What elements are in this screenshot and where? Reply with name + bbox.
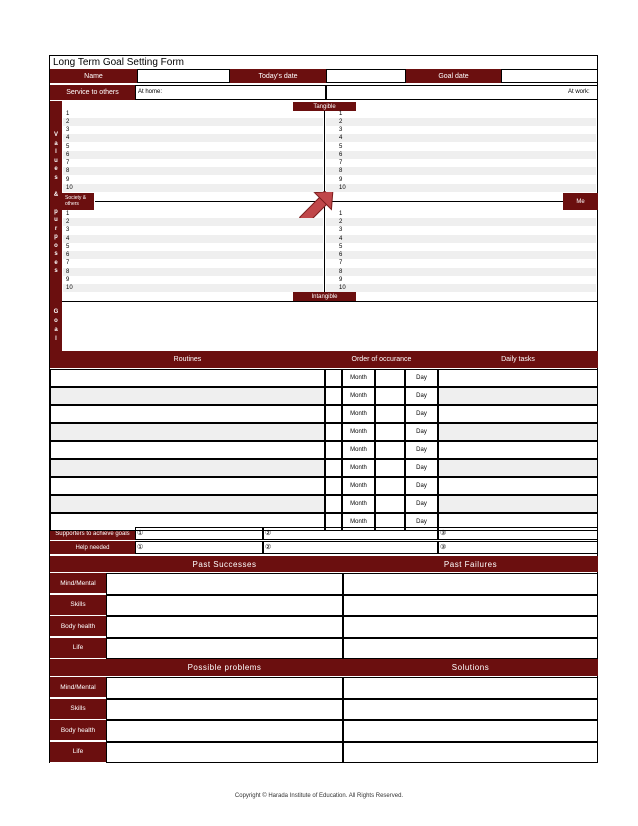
matrix-row-stripe <box>326 235 596 243</box>
at-work-field[interactable] <box>326 85 598 100</box>
todays-date-field[interactable] <box>326 69 406 83</box>
past-success-field[interactable] <box>106 638 343 660</box>
month-label: Month <box>342 459 375 477</box>
daily-task-field[interactable] <box>438 423 598 441</box>
daily-task-field[interactable] <box>438 495 598 513</box>
tangible-me-number: 7 <box>339 160 343 166</box>
month-label: Month <box>342 369 375 387</box>
goal-field[interactable] <box>62 301 598 351</box>
past-failure-field[interactable] <box>343 638 598 660</box>
side-letter: r <box>54 225 58 232</box>
matrix-row-stripe <box>63 118 323 126</box>
problem-row-label: Body health <box>50 720 106 741</box>
circled-number: ③ <box>440 530 447 537</box>
at-home-field[interactable] <box>135 85 326 100</box>
intangible-me-number: 10 <box>339 285 346 291</box>
tangible-label: Tangible <box>293 102 356 111</box>
tangible-society-number: 5 <box>66 144 70 150</box>
day-label: Day <box>405 369 438 387</box>
goal-side-label <box>50 308 62 344</box>
tangible-me-number: 5 <box>339 144 343 150</box>
problem-row-label: Life <box>50 742 106 763</box>
matrix-row-stripe <box>63 167 323 175</box>
name-label: Name <box>50 69 137 83</box>
copyright-text: Copyright © Harada Institute of Education. All Rights Reserved. <box>234 793 404 799</box>
past-failure-field[interactable] <box>343 616 598 638</box>
routine-field[interactable] <box>50 477 325 495</box>
circled-number: ① <box>137 544 144 551</box>
past-failure-field[interactable] <box>343 573 598 595</box>
past-successes-header: Past Successes <box>106 556 343 572</box>
solution-field[interactable] <box>343 742 598 764</box>
month-label: Month <box>342 441 375 459</box>
tangible-me-number: 3 <box>339 127 343 133</box>
daily-task-field[interactable] <box>438 441 598 459</box>
goal-letter: o <box>54 318 58 324</box>
supporter-field[interactable] <box>438 527 598 540</box>
routines-header: Routines <box>50 351 325 368</box>
tangible-society-number: 8 <box>66 168 70 174</box>
at-home-label: At home: <box>138 89 163 95</box>
supporters-label: Supporters to achieve goals <box>50 527 135 540</box>
intangible-society-number: 9 <box>66 277 70 283</box>
daily-task-field[interactable] <box>438 405 598 423</box>
matrix-row-stripe <box>326 151 596 159</box>
past-corner <box>50 556 106 572</box>
tangible-me-number: 8 <box>339 168 343 174</box>
matrix-row-stripe <box>326 134 596 142</box>
circled-number: ② <box>265 544 272 551</box>
tangible-society-number: 9 <box>66 177 70 183</box>
side-letter: e <box>54 259 58 266</box>
matrix-row-stripe <box>63 284 323 292</box>
intangible-me-number: 6 <box>339 252 343 258</box>
routine-field[interactable] <box>50 495 325 513</box>
routine-field[interactable] <box>50 459 325 477</box>
side-letter <box>50 199 62 208</box>
side-letter: u <box>54 157 58 164</box>
day-label: Day <box>405 405 438 423</box>
tangible-me-number: 2 <box>339 119 343 125</box>
values-purposes-label <box>50 131 62 276</box>
intangible-me-number: 3 <box>339 227 343 233</box>
daily-task-field[interactable] <box>438 369 598 387</box>
day-label: Day <box>405 477 438 495</box>
daily-task-field[interactable] <box>438 477 598 495</box>
side-letter: o <box>54 242 58 249</box>
past-row-label: Body health <box>50 616 106 637</box>
tangible-society-number: 7 <box>66 160 70 166</box>
month-label: Month <box>342 495 375 513</box>
goal-letter: a <box>54 327 58 333</box>
side-letter: u <box>54 217 58 223</box>
society-label <box>62 193 94 210</box>
side-letter: s <box>54 174 58 181</box>
intangible-society-number: 10 <box>66 285 73 291</box>
day-label: Day <box>405 423 438 441</box>
problem-field[interactable] <box>106 742 343 764</box>
matrix-row-stripe <box>63 251 323 259</box>
routine-field[interactable] <box>50 369 325 387</box>
month-field[interactable] <box>375 387 405 405</box>
intangible-me-number: 7 <box>339 260 343 266</box>
side-letter: p <box>54 208 58 215</box>
problem-row-label: Skills <box>50 699 106 720</box>
month-label: Month <box>342 477 375 495</box>
problem-field[interactable] <box>106 677 343 699</box>
problems-corner <box>50 659 106 676</box>
intangible-me-number: 1 <box>339 211 343 217</box>
problem-field[interactable] <box>106 699 343 721</box>
solution-field[interactable] <box>343 699 598 721</box>
intangible-society-number: 4 <box>66 236 70 242</box>
matrix-row-stripe <box>326 184 596 192</box>
side-letter: s <box>54 268 58 274</box>
matrix-row-stripe <box>326 268 596 276</box>
society-text: Society & others <box>65 195 87 207</box>
tangible-me-number: 10 <box>339 185 346 191</box>
past-failure-field[interactable] <box>343 595 598 617</box>
intangible-society-number: 1 <box>66 211 70 217</box>
matrix-row-stripe <box>63 268 323 276</box>
month-label: Month <box>342 513 375 531</box>
me-label: Me <box>563 193 598 210</box>
order-cell[interactable] <box>325 441 342 459</box>
day-label: Day <box>405 387 438 405</box>
supporter-field[interactable] <box>263 527 438 540</box>
circled-number: ③ <box>440 544 447 551</box>
order-cell[interactable] <box>325 459 342 477</box>
past-success-field[interactable] <box>106 595 343 617</box>
routine-field[interactable] <box>50 387 325 405</box>
matrix-row-stripe <box>326 284 596 292</box>
month-label: Month <box>342 423 375 441</box>
help-needed-field[interactable] <box>135 541 263 554</box>
intangible-me-number: 8 <box>339 269 343 275</box>
problem-row-label: Mind/Mental <box>50 677 106 698</box>
intangible-label: Intangible <box>293 292 356 301</box>
side-letter: s <box>54 251 58 257</box>
intangible-society-number: 7 <box>66 260 70 266</box>
goal-date-label: Goal date <box>406 69 501 83</box>
month-field[interactable] <box>375 405 405 423</box>
past-success-field[interactable] <box>106 573 343 595</box>
matrix-row-stripe <box>326 167 596 175</box>
month-field[interactable] <box>375 423 405 441</box>
intangible-me-number: 9 <box>339 277 343 283</box>
month-field[interactable] <box>375 441 405 459</box>
intangible-society-number: 6 <box>66 252 70 258</box>
order-cell[interactable] <box>325 477 342 495</box>
past-row-label: Life <box>50 638 106 659</box>
at-work-label: At work: <box>568 89 590 95</box>
service-label: Service to others <box>50 85 135 100</box>
matrix-row-stripe <box>63 235 323 243</box>
side-letter: & <box>53 191 59 198</box>
circled-number: ② <box>265 530 272 537</box>
side-letter: V <box>53 132 58 138</box>
day-label: Day <box>405 459 438 477</box>
solution-field[interactable] <box>343 677 598 699</box>
intangible-me-number: 5 <box>339 244 343 250</box>
routine-field[interactable] <box>50 423 325 441</box>
solution-field[interactable] <box>343 720 598 742</box>
intangible-me-number: 2 <box>339 219 343 225</box>
month-label: Month <box>342 405 375 423</box>
tangible-me-number: 6 <box>339 152 343 158</box>
goal-date-field[interactable] <box>501 69 598 83</box>
month-field[interactable] <box>375 459 405 477</box>
help-needed-field[interactable] <box>438 541 598 554</box>
solutions-header: Solutions <box>343 659 598 676</box>
side-letter: p <box>54 234 58 240</box>
tangible-me-number: 9 <box>339 177 343 183</box>
day-label: Day <box>405 495 438 513</box>
tangible-me-number: 1 <box>339 111 343 117</box>
past-row-label: Skills <box>50 595 106 616</box>
tangible-society-number: 1 <box>66 111 70 117</box>
matrix-row-stripe <box>63 134 323 142</box>
todays-date-label: Today's date <box>230 69 326 83</box>
matrix-row-stripe <box>326 251 596 259</box>
day-label: Day <box>405 441 438 459</box>
tangible-society-number: 4 <box>66 135 70 141</box>
matrix-row-stripe <box>326 218 596 226</box>
month-field[interactable] <box>375 369 405 387</box>
routine-field[interactable] <box>50 441 325 459</box>
order-cell[interactable] <box>325 405 342 423</box>
possible-problems-header: Possible problems <box>106 659 343 676</box>
order-cell[interactable] <box>325 387 342 405</box>
daily-task-field[interactable] <box>438 387 598 405</box>
intangible-society-number: 3 <box>66 227 70 233</box>
order-cell[interactable] <box>325 369 342 387</box>
intangible-society-number: 5 <box>66 244 70 250</box>
help-needed-label: Help needed <box>50 541 135 554</box>
routine-field[interactable] <box>50 405 325 423</box>
month-field[interactable] <box>375 477 405 495</box>
daily-task-field[interactable] <box>438 459 598 477</box>
order-cell[interactable] <box>325 423 342 441</box>
tangible-society-number: 3 <box>66 127 70 133</box>
supporter-field[interactable] <box>135 527 263 540</box>
month-label: Month <box>342 387 375 405</box>
matrix-row-stripe <box>63 184 323 192</box>
side-letter: l <box>55 149 57 155</box>
month-field[interactable] <box>375 495 405 513</box>
day-label: Day <box>405 513 438 531</box>
tangible-society-number: 10 <box>66 185 73 191</box>
past-success-field[interactable] <box>106 616 343 638</box>
goal-letter: l <box>55 336 57 342</box>
problem-field[interactable] <box>106 720 343 742</box>
matrix-row-stripe <box>63 151 323 159</box>
form-title: Long Term Goal Setting Form <box>53 57 184 68</box>
help-needed-field[interactable] <box>263 541 438 554</box>
intangible-me-number: 4 <box>339 236 343 242</box>
past-row-label: Mind/Mental <box>50 573 106 594</box>
tangible-society-number: 6 <box>66 152 70 158</box>
intangible-society-number: 2 <box>66 219 70 225</box>
daily-tasks-header: Daily tasks <box>438 351 598 368</box>
tangible-society-number: 2 <box>66 119 70 125</box>
side-letter: e <box>54 166 58 172</box>
order-cell[interactable] <box>325 495 342 513</box>
name-field[interactable] <box>137 69 230 83</box>
intangible-society-number: 8 <box>66 269 70 275</box>
goal-letter: G <box>53 309 59 315</box>
order-header: Order of occurance <box>325 351 438 368</box>
circled-number: ① <box>137 530 144 537</box>
past-failures-header: Past Failures <box>343 556 598 572</box>
side-letter <box>50 182 62 191</box>
matrix-row-stripe <box>326 118 596 126</box>
side-letter: a <box>54 140 58 147</box>
matrix-row-stripe <box>63 218 323 226</box>
tangible-me-number: 4 <box>339 135 343 141</box>
